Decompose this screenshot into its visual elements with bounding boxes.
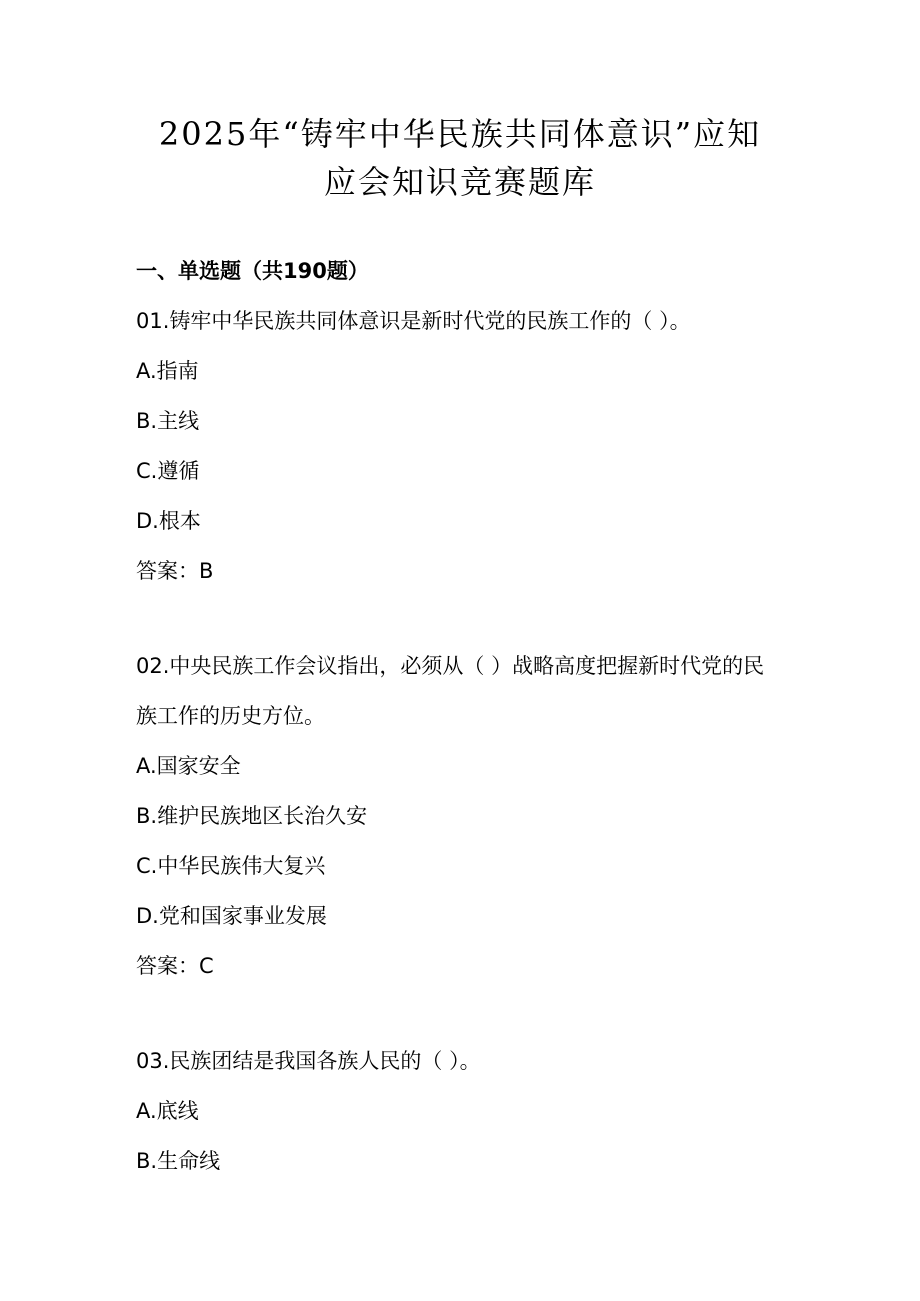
question-2-answer: 答案：C bbox=[136, 954, 214, 978]
question-1-option-b: B.主线 bbox=[136, 409, 200, 433]
question-2-option-c: C.中华民族伟大复兴 bbox=[136, 854, 326, 878]
question-2-option-b: B.维护民族地区长治久安 bbox=[136, 804, 368, 828]
question-3-stem: 03.民族团结是我国各族人民的（ ）。 bbox=[136, 1049, 481, 1073]
question-1-option-c: C.遵循 bbox=[136, 459, 200, 483]
question-1-stem: 01.铸牢中华民族共同体意识是新时代党的民族工作的（ ）。 bbox=[136, 309, 691, 333]
question-3-option-b: B.生命线 bbox=[136, 1149, 221, 1173]
section-heading: 一、单选题（共190题） bbox=[136, 259, 369, 283]
document-title-line-2: 应会知识竞赛题库 bbox=[323, 163, 596, 201]
question-1-option-a: A.指南 bbox=[136, 359, 199, 383]
document-title-line-1: 2025年“铸牢中华民族共同体意识”应知 bbox=[158, 115, 762, 153]
question-3-option-a: A.底线 bbox=[136, 1099, 199, 1123]
question-1-option-d: D.根本 bbox=[136, 509, 201, 533]
question-2-stem-line-2: 族工作的历史方位。 bbox=[136, 704, 325, 728]
question-2-option-d: D.党和国家事业发展 bbox=[136, 904, 327, 928]
question-2-option-a: A.国家安全 bbox=[136, 754, 241, 778]
question-1-answer: 答案：B bbox=[136, 559, 214, 583]
question-2-stem-line-1: 02.中央民族工作会议指出，必须从（ ）战略高度把握新时代党的民 bbox=[136, 654, 765, 678]
